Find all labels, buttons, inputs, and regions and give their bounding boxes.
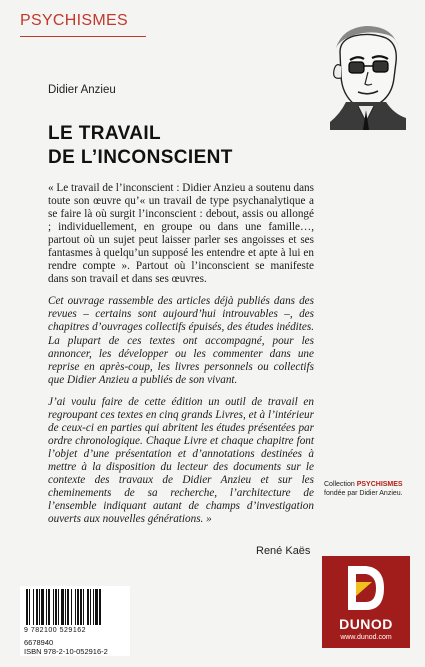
signature: René Kaës	[256, 545, 311, 557]
paragraph-quote: « Le travail de l’inconscient : Didier Anzieu a soutenu dans toute son œuvre qu’« un travail de type psychanalytique a se faire là où surgit l’inconscient : debout, assis ou allongé ; individuellement, en groupe ou dans une famille…, partout où un sujet peut laisser parler ses angoisses et ses fantasmes à quelqu’un supposé les entendre et apte à lui en rendre compte ». Partout où l’inconscient se manifeste dans son travail et dans ses œuvres.	[48, 182, 314, 286]
barcode-icon	[24, 589, 126, 627]
collection-founder: fondée par Didier Anzieu.	[324, 490, 403, 497]
title-line-2: DE L’INCONSCIENT	[48, 147, 233, 168]
series-name: PSYCHISMES	[20, 12, 128, 29]
collection-name: PSYCHISMES	[356, 481, 403, 488]
series-rule	[20, 36, 146, 37]
dunod-logo-icon	[344, 562, 388, 614]
publisher-logo-block	[322, 556, 410, 648]
collection-note	[324, 480, 420, 498]
paragraph-editor-note: J’ai voulu faire de cette édition un outil de travail en regroupant ces textes en cinq grands Livres, et à l’intérieur de ceux-ci en parties qui abritent les études présentées par ordre chronologique. Chaque Livre et chaque chapitre font l’objet d’une présentation et d’annotations destinées à mettre à la disposition du lecteur des documents sur le contexte des travaux de Didier Anzieu et sur les cheminements de sa recherche, l’architecture de l’ensemble indiquant autant de champs d’investigation ouverts aux nouvelles générations. »	[48, 395, 314, 526]
barcode-digits: 9 782100 529162	[24, 627, 86, 634]
title-line-1: LE TRAVAIL	[48, 123, 162, 144]
paragraph-description: Cet ouvrage rassemble des articles déjà publiés dans des revues – certains sont aujourd’hui introuvables –, des chapitres d’ouvrages collectifs épuisés, des études inédites. La plupart de ces textes ont accompagné, pour les annoncer, les développer ou les commenter dans une reprise en après-coup, les livres personnels ou collectifs que Didier Anzieu a publiés de son vivant.	[48, 295, 314, 386]
author-name: Didier Anzieu	[48, 84, 116, 96]
publisher-name: DUNOD	[339, 616, 393, 632]
book-title	[48, 122, 298, 170]
author-portrait-illustration	[322, 18, 410, 130]
product-code: 6678940	[24, 638, 54, 647]
collection-label: Collection	[324, 481, 355, 488]
barcode-block	[20, 586, 130, 656]
back-cover-text	[48, 182, 314, 535]
publisher-url[interactable]: www.dunod.com	[340, 634, 392, 641]
isbn: ISBN 978-2-10-052916-2	[24, 647, 108, 656]
